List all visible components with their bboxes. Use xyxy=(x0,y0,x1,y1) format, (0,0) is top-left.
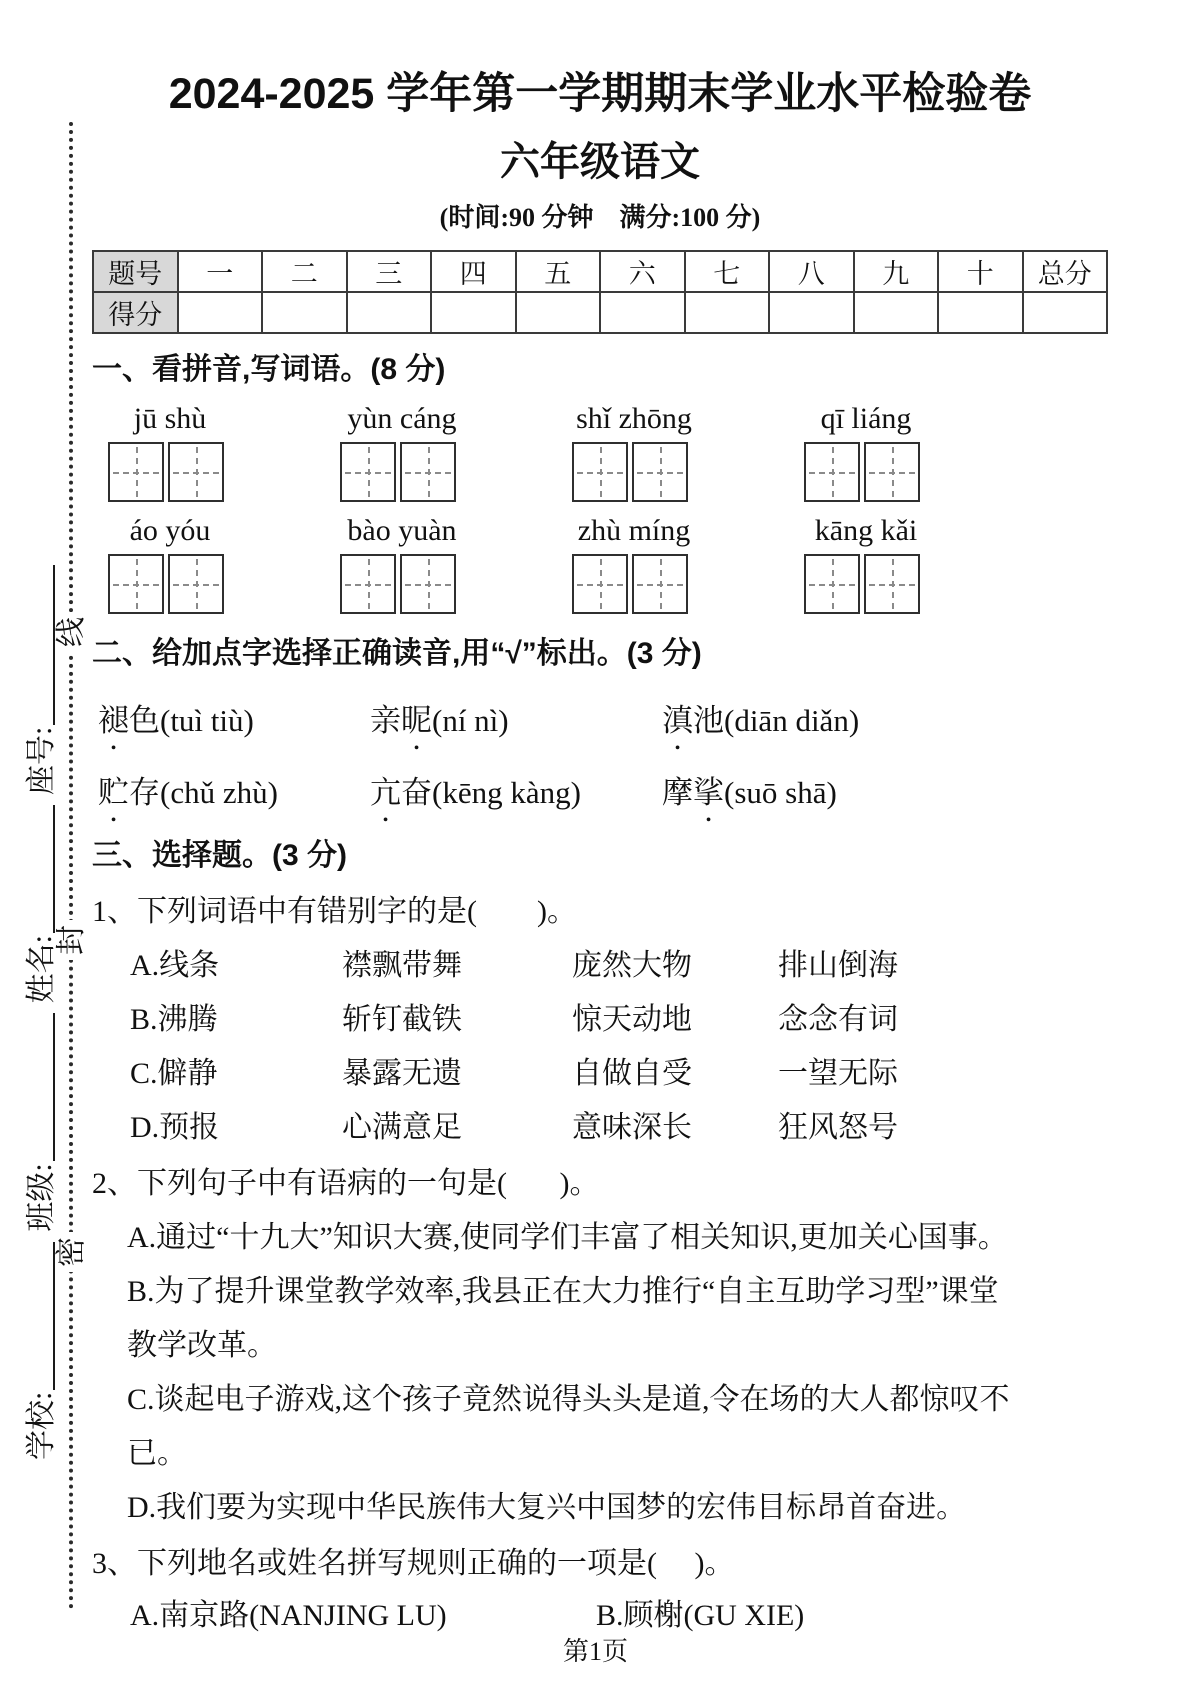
section3-heading: 三、选择题。(3 分) xyxy=(92,839,347,872)
pinyin-text: bào yuàn xyxy=(347,514,457,547)
word-item: 亢奋(kēng kàng) xyxy=(370,772,662,814)
option-cell: 心满意足 xyxy=(342,1111,462,1144)
question2-option-line: A.通过“十九大”知识大赛,使同学们丰富了相关知识,更加关心国事。 xyxy=(127,1221,1008,1254)
writing-box-pair xyxy=(804,554,1036,614)
writing-box-pair xyxy=(340,554,572,614)
option-cell: 念念有词 xyxy=(778,1003,898,1036)
tianzige-box xyxy=(632,442,688,502)
dotted-char: 贮 xyxy=(98,775,129,810)
option-cell: 排山倒海 xyxy=(778,949,898,982)
pinyin-item xyxy=(108,512,340,614)
seat-blank-line xyxy=(21,565,55,725)
question1-option-row xyxy=(130,1054,1108,1094)
pinyin-text: zhù míng xyxy=(577,514,691,547)
question2-option-line: B.为了提升课堂教学效率,我县正在大力推行“自主互助学习型”课堂 xyxy=(127,1275,999,1308)
pinyin-text: áo yóu xyxy=(129,514,211,547)
tianzige-box xyxy=(572,442,628,502)
score-cell xyxy=(854,292,939,333)
pinyin-item xyxy=(108,400,340,502)
dotted-char: 昵 xyxy=(401,703,432,738)
seal-char-xian: 线 xyxy=(52,612,92,652)
question2-option-line: C.谈起电子游戏,这个孩子竟然说得头头是道,令在场的大人都惊叹不 xyxy=(127,1383,1010,1416)
pronunciation-row-1 xyxy=(98,700,1108,742)
tianzige-box xyxy=(340,442,396,502)
score-table-score-row xyxy=(93,292,1107,333)
score-col-8: 八 xyxy=(769,251,854,292)
question2-option-line: D.我们要为实现中华民族伟大复兴中国梦的宏伟目标昂首奋进。 xyxy=(127,1491,967,1524)
score-col-6: 六 xyxy=(600,251,685,292)
option-cell: D.预报 xyxy=(130,1111,220,1144)
page-number: 第1页 xyxy=(562,1637,628,1666)
question3-option-row xyxy=(130,1596,1108,1636)
seal-char-mi: 密 xyxy=(52,1232,92,1272)
section2-heading: 二、给加点字选择正确读音,用“√”标出。(3 分) xyxy=(92,637,702,670)
pinyin-item xyxy=(572,400,804,502)
dotted-char: 褪 xyxy=(98,703,129,738)
dotted-char: 亢 xyxy=(370,775,401,810)
pinyin-item xyxy=(340,512,572,614)
score-col-5: 五 xyxy=(516,251,601,292)
tianzige-box xyxy=(168,442,224,502)
word-item: 摩挲(suō shā) xyxy=(662,772,1108,814)
score-cell xyxy=(431,292,516,333)
pinyin-item xyxy=(572,512,804,614)
pinyin-text: kāng kǎi xyxy=(814,514,918,547)
option-cell: 襟飘带舞 xyxy=(342,949,462,982)
score-cell xyxy=(347,292,432,333)
option-cell: 意味深长 xyxy=(572,1111,692,1144)
dotted-char: 挲 xyxy=(693,775,724,810)
writing-box-pair xyxy=(108,554,340,614)
score-col-9: 九 xyxy=(854,251,939,292)
pronunciation-row-2 xyxy=(98,772,1108,814)
pinyin-item xyxy=(804,400,1036,502)
score-col-10: 十 xyxy=(938,251,1023,292)
option-cell: 狂风怒号 xyxy=(778,1111,898,1144)
score-cell xyxy=(938,292,1023,333)
section1-heading: 一、看拼音,写词语。(8 分) xyxy=(92,353,446,386)
tianzige-box xyxy=(400,554,456,614)
score-cell xyxy=(262,292,347,333)
name-field-label: 姓名: xyxy=(25,934,58,1004)
exam-content xyxy=(92,58,1108,1636)
score-table-corner: 题号 xyxy=(93,251,178,292)
option-cell: C.僻静 xyxy=(130,1057,218,1090)
option-cell: B.沸腾 xyxy=(130,1003,218,1036)
pinyin-text: yùn cáng xyxy=(347,402,457,435)
word-item: 滇池(diān diǎn) xyxy=(662,700,1108,742)
tianzige-box xyxy=(108,442,164,502)
tianzige-box xyxy=(572,554,628,614)
score-table xyxy=(92,250,1108,334)
score-table-header-row xyxy=(93,251,1107,292)
question2-option-line: 已。 xyxy=(127,1437,187,1470)
pinyin-text: shǐ zhōng xyxy=(576,402,692,435)
score-col-2: 二 xyxy=(262,251,347,292)
word-item: 褪色(tuì tiù) xyxy=(98,700,370,742)
pinyin-row-2 xyxy=(108,512,1108,614)
tianzige-box xyxy=(168,554,224,614)
option-cell: 庞然大物 xyxy=(572,949,692,982)
option-cell: 自做自受 xyxy=(572,1057,692,1090)
pinyin-item xyxy=(340,400,572,502)
writing-box-pair xyxy=(108,442,340,502)
name-blank-line xyxy=(21,805,55,933)
score-cell xyxy=(516,292,601,333)
question1-option-row xyxy=(130,1000,1108,1040)
writing-box-pair xyxy=(340,442,572,502)
student-info-fields xyxy=(15,380,61,1460)
tianzige-box xyxy=(804,442,860,502)
pinyin-text: jū shù xyxy=(133,402,207,435)
dotted-char: 滇 xyxy=(662,703,693,738)
writing-box-pair xyxy=(572,554,804,614)
score-cell xyxy=(769,292,854,333)
score-row-label: 得分 xyxy=(93,292,178,333)
pinyin-row-1 xyxy=(108,400,1108,502)
tianzige-box xyxy=(632,554,688,614)
score-cell xyxy=(600,292,685,333)
question1-stem: 1、下列词语中有错别字的是( )。 xyxy=(92,895,577,928)
score-col-4: 四 xyxy=(431,251,516,292)
option-cell: B.顾榭(GU XIE) xyxy=(596,1599,805,1632)
tianzige-box xyxy=(864,442,920,502)
score-col-1: 一 xyxy=(178,251,263,292)
score-col-7: 七 xyxy=(685,251,770,292)
tianzige-box xyxy=(340,554,396,614)
option-cell: 暴露无遗 xyxy=(342,1057,462,1090)
option-cell: 斩钉截铁 xyxy=(342,1003,462,1036)
option-cell: 惊天动地 xyxy=(572,1003,692,1036)
score-cell xyxy=(178,292,263,333)
tianzige-box xyxy=(108,554,164,614)
class-field-label: 班级: xyxy=(25,1163,58,1232)
score-col-total: 总分 xyxy=(1023,251,1108,292)
score-col-3: 三 xyxy=(347,251,432,292)
tianzige-box xyxy=(400,442,456,502)
question3-stem: 3、下列地名或姓名拼写规则正确的一项是( )。 xyxy=(92,1547,735,1580)
writing-box-pair xyxy=(572,442,804,502)
writing-box-pair xyxy=(804,442,1036,502)
binding-dotted-line xyxy=(69,122,73,1610)
exam-title: 2024-2025 学年第一学期期末学业水平检验卷 xyxy=(168,70,1032,118)
seal-char-feng: 封 xyxy=(52,920,92,960)
pinyin-text: qī liáng xyxy=(820,402,912,435)
question1-option-row xyxy=(130,1108,1108,1148)
tianzige-box xyxy=(804,554,860,614)
word-item: 贮存(chǔ zhù) xyxy=(98,772,370,814)
school-blank-line xyxy=(21,1242,55,1390)
question2-option-line: 教学改革。 xyxy=(127,1329,277,1362)
option-cell: 一望无际 xyxy=(778,1057,898,1090)
pinyin-item xyxy=(804,512,1036,614)
option-cell: A.南京路(NANJING LU) xyxy=(130,1599,447,1632)
question1-option-row xyxy=(130,946,1108,986)
score-cell xyxy=(685,292,770,333)
score-cell xyxy=(1023,292,1108,333)
seat-field-label: 座号: xyxy=(25,726,58,795)
school-field-label: 学校: xyxy=(25,1391,58,1460)
class-blank-line xyxy=(21,1013,55,1161)
question2-stem: 2、下列句子中有语病的一句是( )。 xyxy=(92,1167,600,1200)
word-item: 亲昵(ní nì) xyxy=(370,700,662,742)
option-cell: A.线条 xyxy=(130,949,220,982)
exam-subtitle: 六年级语文 xyxy=(500,140,700,184)
tianzige-box xyxy=(864,554,920,614)
exam-meta: (时间:90 分钟 满分:100 分) xyxy=(439,203,761,232)
